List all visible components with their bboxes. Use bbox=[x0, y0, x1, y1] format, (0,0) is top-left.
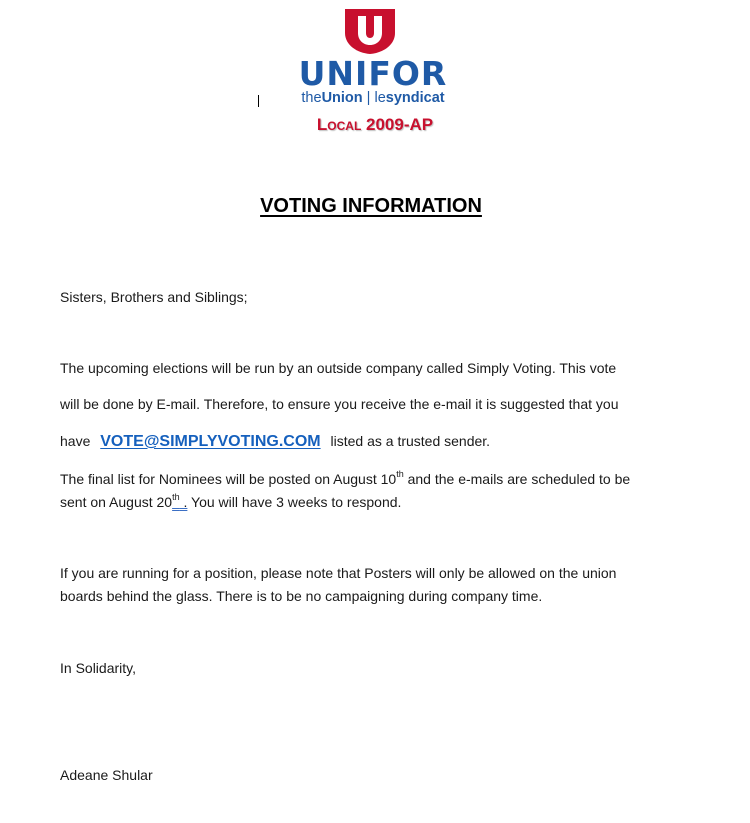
unifor-tagline: theUnion | lesyndicat bbox=[301, 90, 445, 106]
unifor-wordmark: UNIFOR bbox=[298, 54, 448, 93]
email-link[interactable]: VOTE@SIMPLYVOTING.COM bbox=[100, 433, 321, 450]
greeting: Sisters, Brothers and Siblings; bbox=[60, 289, 248, 305]
paragraph-2-line-1: The final list for Nominees will be posted on August 10th and the e-mails are scheduled to be bbox=[60, 469, 631, 487]
paragraph-3-line-2: boards behind the glass. There is to be no campaigning during company time. bbox=[60, 588, 543, 604]
paragraph-2-line-2: sent on August 20th . You will have 3 weeks to respond. bbox=[60, 492, 402, 510]
unifor-shield-icon bbox=[343, 7, 397, 55]
page-title: VOTING INFORMATION bbox=[260, 195, 482, 217]
closing: In Solidarity, bbox=[60, 660, 136, 676]
local-number: Local 2009-AP bbox=[316, 115, 434, 134]
signature: Adeane Shular bbox=[60, 767, 153, 783]
paragraph-3-line-1: If you are running for a position, please note that Posters will only be allowed on the union bbox=[60, 565, 617, 581]
paragraph-1-line-1: The upcoming elections will be run by an outside company called Simply Voting. This vote bbox=[60, 360, 617, 376]
paragraph-1-line-3: have VOTE@SIMPLYVOTING.COM listed as a trusted sender. bbox=[60, 433, 491, 450]
text-cursor bbox=[258, 95, 259, 107]
paragraph-1-line-2: will be done by E-mail. Therefore, to ensure you receive the e-mail it is suggested that you bbox=[60, 396, 619, 412]
